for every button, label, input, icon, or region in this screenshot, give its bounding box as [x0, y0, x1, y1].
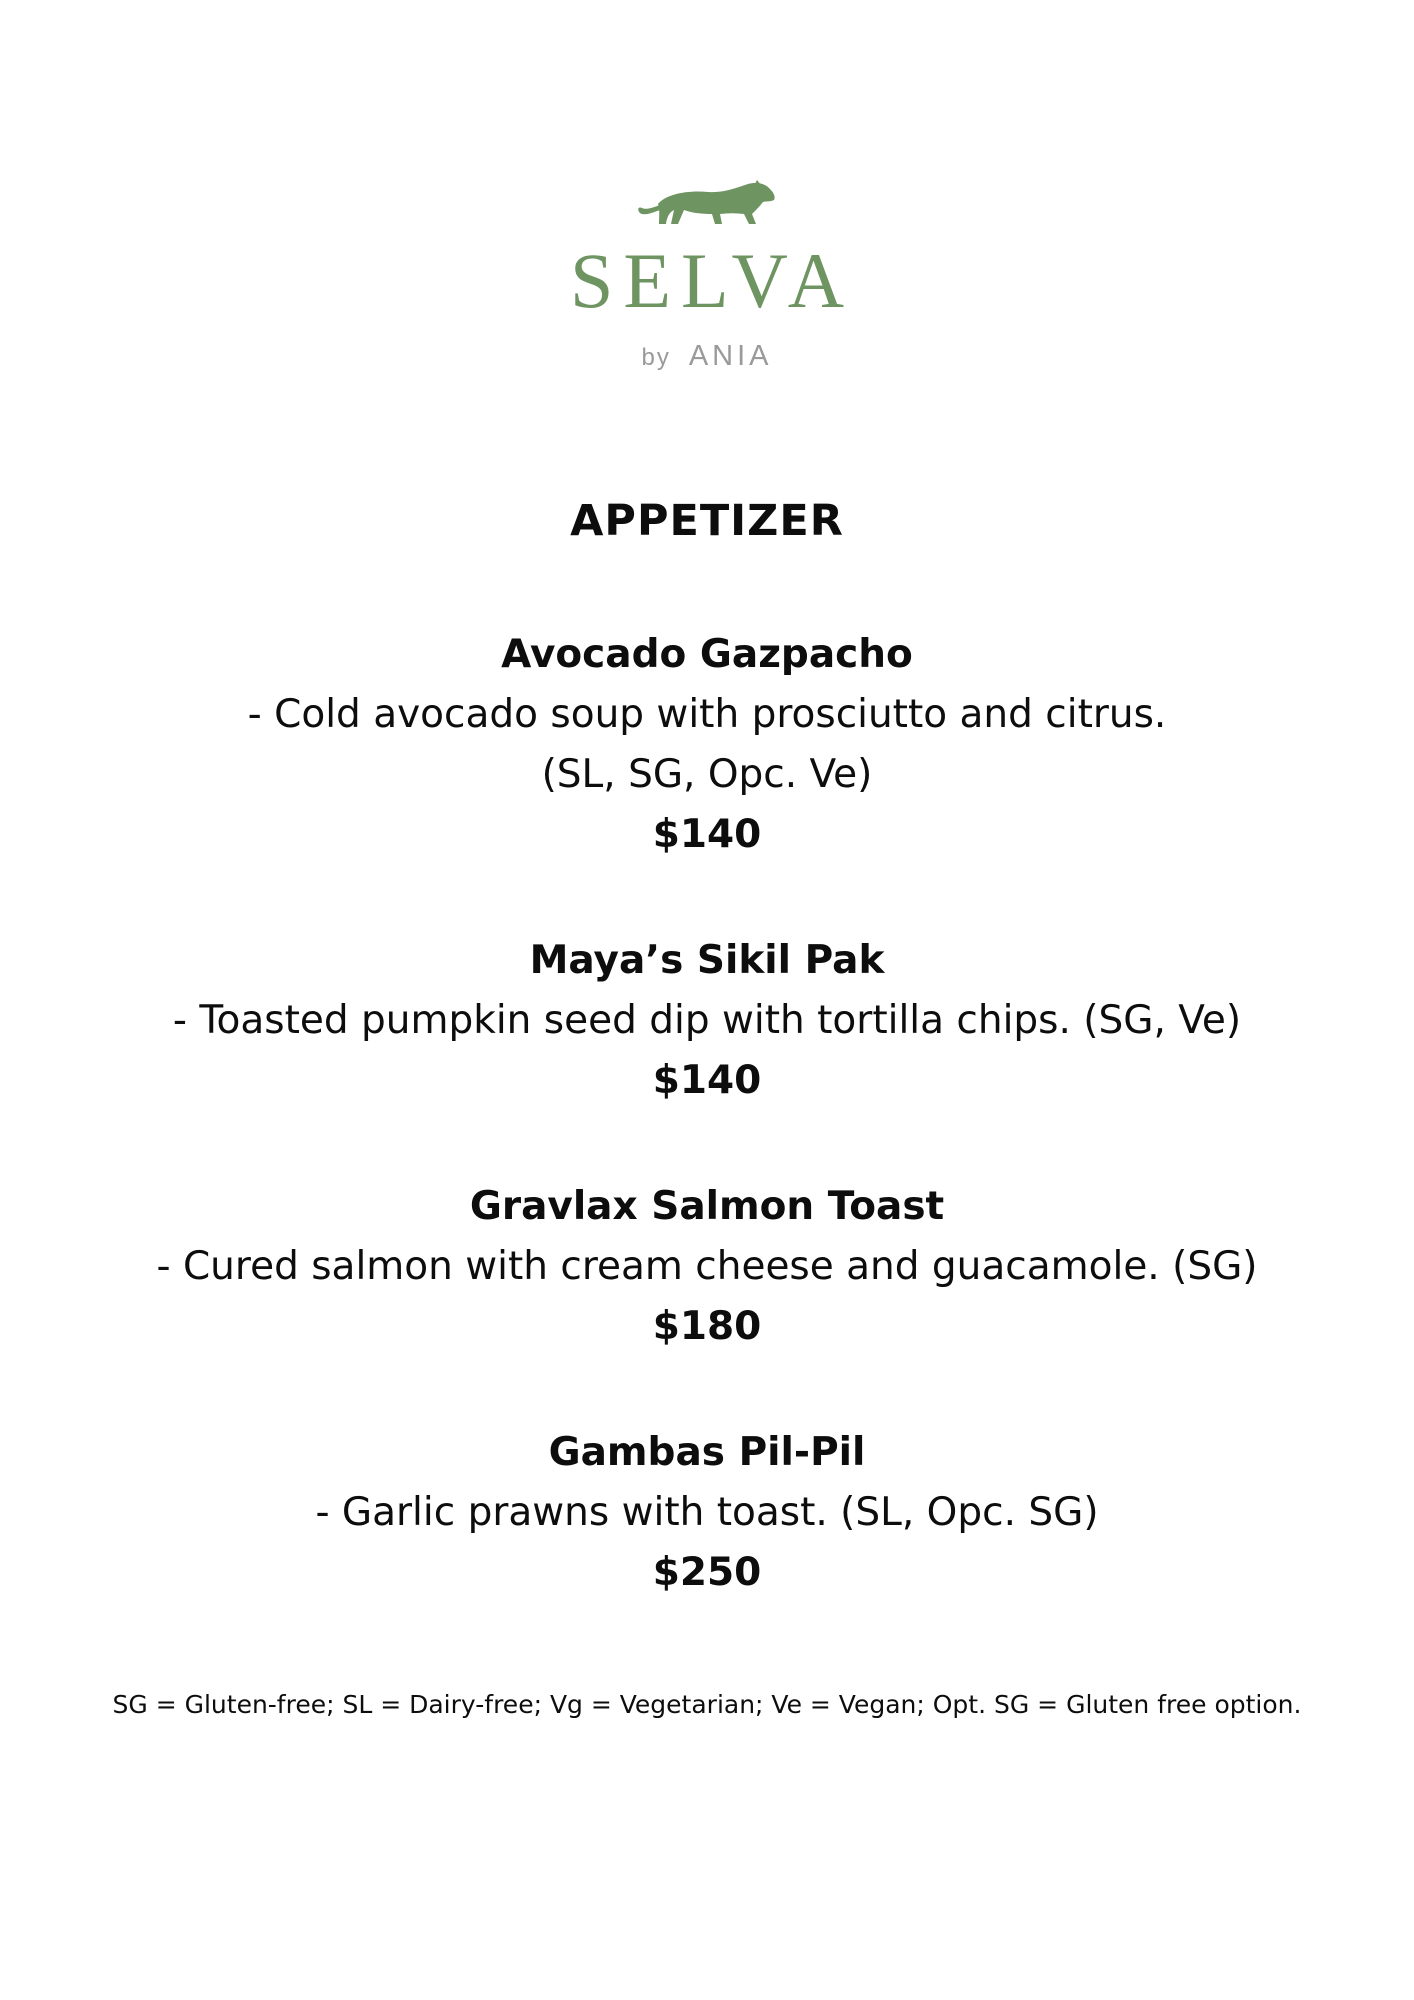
- item-name: Maya’s Sikil Pak: [529, 938, 885, 983]
- item-name: Gambas Pil-Pil: [548, 1430, 866, 1475]
- brand-name: SELVA: [569, 237, 855, 324]
- section-title: APPETIZER: [570, 496, 844, 546]
- item-description: - Garlic prawns with toast. (SL, Opc. SG): [315, 1490, 1099, 1535]
- item-description: - Cold avocado soup with prosciutto and citrus.: [247, 692, 1167, 737]
- item-price: $140: [652, 1058, 762, 1103]
- menu-item-avocado-gazpacho: [0, 625, 1414, 865]
- jaguar-icon: [636, 180, 778, 228]
- byline-by: by: [641, 344, 671, 371]
- menu-item-gravlax-salmon-toast: [0, 1177, 1414, 1357]
- byline-name: ANIA: [688, 340, 773, 372]
- item-price: $250: [652, 1550, 762, 1595]
- item-price: $140: [652, 812, 762, 857]
- item-description: - Cured salmon with cream cheese and guacamole. (SG): [156, 1244, 1258, 1289]
- item-price: $180: [652, 1304, 762, 1349]
- dietary-legend: SG = Gluten-free; SL = Dairy-free; Vg = Vegetarian; Ve = Vegan; Opt. SG = Gluten free option.: [112, 1690, 1302, 1719]
- item-tags: (SL, SG, Opc. Ve): [541, 752, 873, 797]
- item-name: Gravlax Salmon Toast: [469, 1184, 945, 1229]
- menu-item-gambas-pil-pil: [0, 1423, 1414, 1603]
- item-name: Avocado Gazpacho: [501, 632, 913, 677]
- byline: [0, 340, 1414, 373]
- menu-content: [0, 496, 1414, 1669]
- item-description: - Toasted pumpkin seed dip with tortilla chips. (SG, Ve): [172, 998, 1242, 1043]
- restaurant-logo: [0, 180, 1414, 373]
- menu-item-sikil-pak: [0, 931, 1414, 1111]
